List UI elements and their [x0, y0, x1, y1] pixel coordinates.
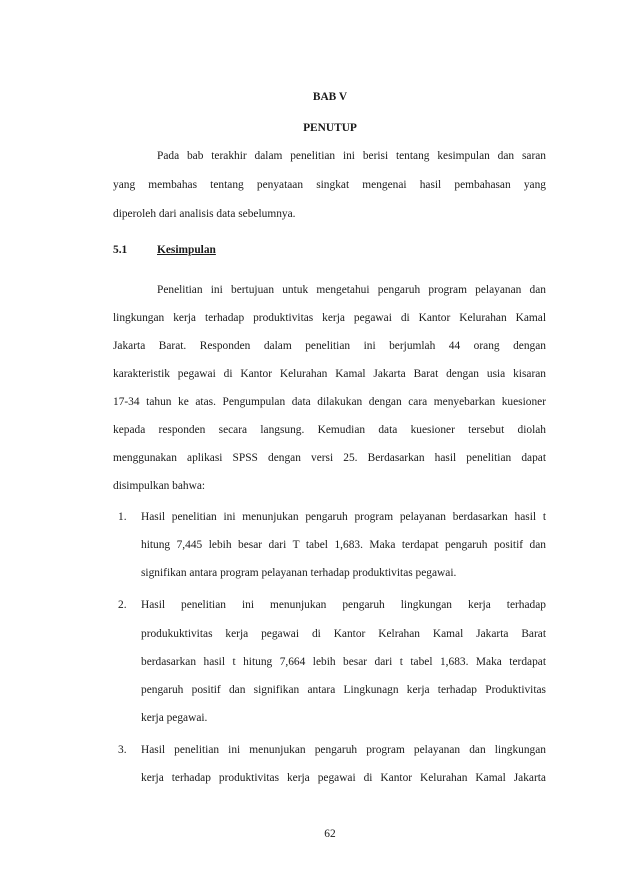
section-number: 5.1 [113, 244, 128, 256]
paragraph-line: Penelitian ini bertujuan untuk mengetahui pengaruh program pelayanan dan [157, 284, 546, 296]
list-item-line: signifikan antara program pelayanan terhadap produktivitas pegawai. [141, 567, 457, 579]
intro-line: diperoleh dari analisis data sebelumnya. [113, 208, 296, 220]
list-item-line: produkuktivitas kerja pegawai di Kantor Kelrahan Kamal Jakarta Barat [141, 628, 546, 640]
list-item-line: kerja terhadap produktivitas kerja pegawai di Kantor Kelurahan Kamal Jakarta [141, 772, 546, 784]
intro-line: yang membahas tentang penyataan singkat mengenai hasil pembahasan yang [113, 179, 546, 191]
list-item-line: Hasil penelitian ini menunjukan pengaruh program pelayanan dan lingkungan [141, 744, 546, 756]
paragraph-line: kepada responden secara langsung. Kemudian data kuesioner tersebut diolah [113, 424, 546, 436]
list-item-line: Hasil penelitian ini menunjukan pengaruh lingkungan kerja terhadap [141, 599, 546, 611]
paragraph-line: menggunakan aplikasi SPSS dengan versi 25. Berdasarkan hasil penelitian dapat [113, 452, 546, 464]
list-item-line: Hasil penelitian ini menunjukan pengaruh program pelayanan berdasarkan hasil t [141, 511, 546, 523]
chapter-number: BAB V [312, 91, 348, 103]
list-item-number: 1. [118, 511, 127, 523]
paragraph-line: Jakarta Barat. Responden dalam penelitian ini berjumlah 44 orang dengan [113, 340, 546, 352]
list-item-line: pengaruh positif dan signifikan antara Lingkunagn kerja terhadap Produktivitas [141, 684, 546, 696]
intro-line: Pada bab terakhir dalam penelitian ini berisi tentang kesimpulan dan saran [157, 150, 546, 162]
section-title: Kesimpulan [157, 244, 216, 256]
paragraph-line: karakteristik pegawai di Kantor Kelurahan Kamal Jakarta Barat dengan usia kisaran [113, 368, 546, 380]
paragraph-line: disimpulkan bahwa: [113, 480, 206, 492]
paragraph-line: lingkungan kerja terhadap produktivitas kerja pegawai di Kantor Kelurahan Kamal [113, 312, 546, 324]
list-item-number: 2. [118, 599, 127, 611]
paragraph-line: 17-34 tahun ke atas. Pengumpulan data dilakukan dengan cara menyebarkan kuesioner [113, 396, 546, 408]
chapter-title: PENUTUP [303, 122, 357, 134]
list-item-number: 3. [118, 744, 127, 756]
list-item-line: berdasarkan hasil t hitung 7,664 lebih besar dari t tabel 1,683. Maka terdapat [141, 656, 546, 668]
list-item-line: kerja pegawai. [141, 712, 208, 724]
list-item-line: hitung 7,445 lebih besar dari T tabel 1,683. Maka terdapat pengaruh positif dan [141, 539, 546, 551]
page-number: 62 [324, 828, 336, 840]
